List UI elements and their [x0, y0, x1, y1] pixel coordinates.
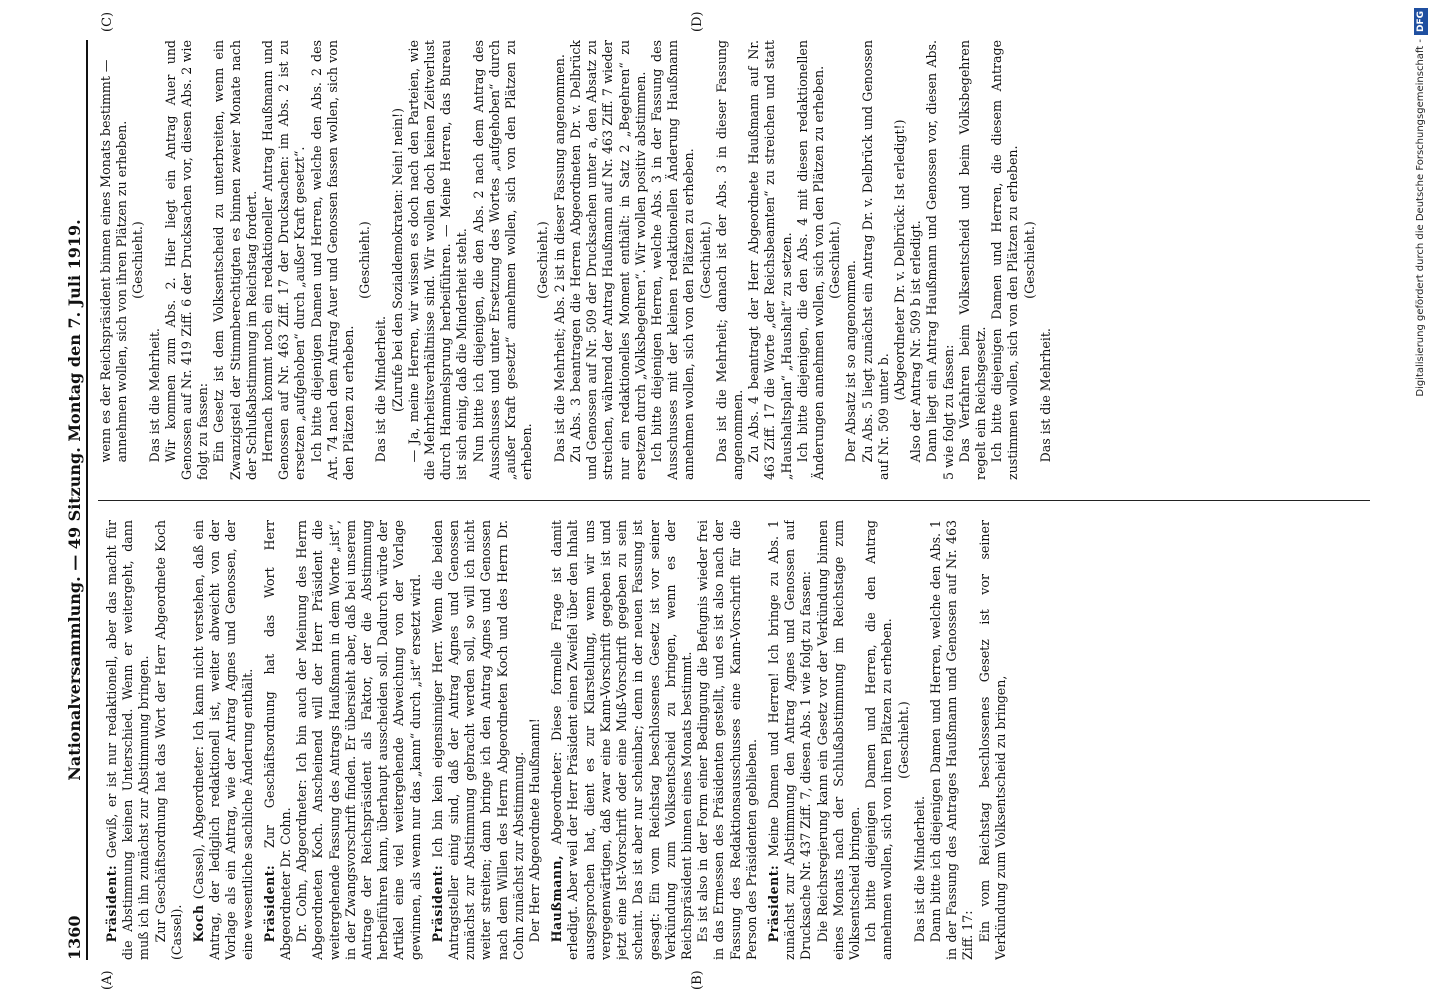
paragraph-text: Das Verfahren beim Volksentscheid und beim Volksbegehren regelt ein Reichsgesetz. — [956, 40, 988, 480]
paragraph-text: wenn es der Reichspräsident binnen eines Monats bestimmt — — [98, 59, 113, 463]
paragraph — [766, 520, 815, 960]
paragraph-text: Nun bitte ich diejenigen, die den Abs. 2 nach dem Antrag des Ausschusses und unter Ersetzung des Wortes „aufgehoben“ durch „außer Kraft gesetzt“ annehmen wollen, sich von den Plätzen zu erheben. — [470, 40, 535, 480]
paragraph — [114, 40, 130, 480]
margin-marker-a: (A) — [100, 970, 115, 990]
paragraph-text: Der Absatz ist so angenommen. — [843, 260, 859, 463]
paragraph — [262, 520, 294, 960]
paragraph-text: Zu Abs. 5 liegt zunächst ein Antrag Dr. v. Delbrück und Genossen auf Nr. 509 unter b. — [859, 40, 891, 480]
paragraph-text: Ich bitte diejenigen, die den Abs. 4 mit diesen redaktionellen Änderungen annehmen wollen, sich von den Plätzen zu erheben. — [794, 40, 826, 480]
speaker-name: Präsident: — [104, 864, 119, 943]
speaker-name: Präsident: — [261, 864, 277, 943]
paragraph — [535, 40, 551, 480]
speaker-name: Präsident: — [429, 864, 445, 943]
speaker-name: Koch — [191, 904, 207, 943]
page-number: 1360 — [65, 915, 84, 960]
paragraph — [471, 40, 536, 480]
speaker-name: Haußmann, — [549, 854, 565, 943]
paragraph — [977, 520, 1009, 960]
paragraph-text: annehmen wollen, sich von ihren Plätzen zu erheben. — [114, 120, 130, 463]
paragraph-text: (Geschieht.) — [1021, 221, 1037, 299]
column-divider — [98, 500, 1370, 501]
paragraph — [527, 520, 543, 960]
paragraph-text: Wir kommen zum Abs. 2. Hier liegt ein Antrag Auer und Genossen auf Nr. 419 Ziff. 6 der Drucksachen vor, diesen Abs. 2 wie folgt zu fassen: — [162, 40, 211, 480]
paragraph — [649, 40, 698, 480]
paragraph — [896, 520, 912, 960]
paragraph — [714, 40, 746, 480]
paragraph-text: (Zurufe bei den Sozialdemokraten: Nein! nein!) — [389, 107, 405, 413]
paragraph — [924, 40, 956, 480]
paragraph-text: Zur Geschäftsordnung hat das Wort Herr Abgeordneter Dr. Cohn. — [261, 520, 294, 960]
paragraph-text: Das ist die Mehrheit. — [1037, 328, 1053, 463]
paragraph — [153, 520, 185, 960]
paragraph-text: (Geschieht.) — [535, 221, 551, 299]
paragraph — [294, 520, 424, 960]
paragraph-text: Das ist die Mehrheit. — [146, 328, 162, 463]
paragraph — [695, 520, 760, 960]
paragraph-text: (Cassel), Abgeordneter: Ich kann nicht verstehen, daß ein Antrag, der lediglich redaktionell ist, weiter abweicht von der Vorlage als ein Antrag, wie der Antrag Agnes und Genossen, der eine wesentliche sachliche Änderung enthält. — [191, 520, 255, 960]
paragraph-text: Ich bitte diejenigen Damen und Herren, welche den Abs. 2 des Art. 74 nach dem Antrag Auer und Genossen fassen wollen, sich von den Plätzen zu erheben. — [308, 40, 357, 480]
paragraph-text: Gewiß, er ist nur redaktionell, aber das macht für die Abstimmung keinen Unterschied. Wenn er weitergeht, dann muß ich ihn zunächst zur Abstimmung bringen. — [104, 520, 152, 960]
paragraph — [211, 40, 260, 480]
margin-marker-d: (D) — [690, 11, 705, 32]
paragraph — [860, 40, 892, 480]
paragraph — [843, 40, 859, 480]
paragraph — [98, 40, 114, 480]
paragraph — [406, 40, 471, 480]
paragraph — [863, 520, 895, 960]
left-column — [98, 520, 1370, 960]
paragraph-text: Zu Abs. 3 beantragen die Herren Abgeordneten Dr. v. Delbrück und Genossen auf Nr. 509 der Drucksachen unter a, den Absatz zu streichen, während der Antrag Haußmann auf Nr. 463 Ziff. 7 wieder nur ein redaktionelles Moment enthält: in Satz 2 „Begehren“ zu ersetzen durch „Volksbegehren“. Wir wollen positiv abstimmen. — [567, 40, 648, 480]
paragraph — [552, 40, 568, 480]
paragraph-text: Ein Gesetz ist dem Volksentscheid zu unterbreiten, wenn ein Zwanzigstel der Stimmberechtigten es binnen zweier Monate nach der Schlußabstimmung im Reichstag fordert. — [211, 40, 259, 480]
paragraph — [191, 520, 256, 960]
dfg-logo: DFG — [1414, 8, 1428, 35]
paragraph-text: Ich bitte diejenigen Damen und Herren, die diesem Antrage zustimmen wollen, sich von den Plätzen zu erheben. — [989, 40, 1021, 480]
paragraph — [568, 40, 649, 480]
credit-text: Digitalisierung gefördert durch die Deutsche Forschungsgemeinschaft - — [1415, 39, 1426, 397]
paragraph-text: Ich bitte diejenigen Damen und Herren, die den Antrag annehmen wollen, sich von ihren Plätzen zu erheben. — [863, 520, 895, 960]
margin-marker-b: (B) — [690, 970, 705, 990]
credit-text-wrapper — [1414, 8, 1428, 988]
paragraph — [147, 40, 163, 480]
paragraph-text: Dann liegt ein Antrag Haußmann und Genossen vor, diesen Abs. 5 wie folgt zu fassen: — [924, 40, 956, 480]
paragraph — [260, 40, 309, 480]
paragraph-text: Der Herr Abgeordnete Haußmann! — [527, 718, 543, 943]
paragraph — [130, 40, 146, 480]
paragraph-text: Abgeordneter: Diese formelle Frage ist damit erledigt. Aber weil der Herr Präsident einen Zweifel über den Inhalt ausgesprochen hat, dient es zur Klarstellung, wenn wir uns vergegenwärtigen, daß zwar eine Kann-Vorschrift gegeben ist und jetzt eine Ist-Vorschrift oder eine Muß-Vorschrift gegeben zu sein scheint. Das ist aber nur scheinbar; denn in der neuen Fassung ist gesagt: Ein vom Reichstag beschlossenes Gesetz ist vor seiner Verkündung zum Volksentscheid zu bringen, wenn es der Reichspräsident binnen eines Monats bestimmt. — [549, 520, 694, 960]
paragraph-text: — Ja, meine Herren, wir wissen es doch nach den Parteien, wie die Mehrheitsverhältnisse sind. Wir wollen doch keinen Zeitverlust durch Hammelsprung herbeiführen. — Meine Herren, das Bureau ist sich einig, daß die Minderheit steht. — [405, 40, 470, 480]
paragraph-text: Das ist die Mehrheit; Abs. 2 ist in dieser Fassung angenommen. — [551, 54, 567, 463]
paragraph — [1022, 40, 1038, 480]
paragraph — [912, 520, 928, 960]
paragraph — [795, 40, 827, 480]
paragraph-text: Das ist die Minderheit. — [373, 315, 389, 463]
paragraph — [357, 40, 373, 480]
page-header — [60, 40, 88, 960]
paragraph — [908, 40, 924, 480]
paragraph — [698, 40, 714, 480]
page-title: Nationalversammlung. — 49 Sitzung. Montag den 7. Juli 1919. — [65, 219, 84, 781]
paragraph-text: Das ist die Mehrheit; danach ist der Abs. 3 in dieser Fassung angenommen. — [713, 40, 745, 480]
paragraph-text: (Geschieht.) — [895, 701, 911, 779]
paragraph-text: Dann bitte ich diejenigen Damen und Herren, welche den Abs. 1 in der Fassung des Antrages Haußmann und Genossen auf Nr. 463 Ziff. 17: — [927, 520, 976, 960]
paragraph — [1038, 40, 1054, 480]
paragraph — [928, 520, 977, 960]
paragraph-text: Hernach kommt noch ein redaktioneller Antrag Haußmann und Genossen auf Nr. 463 Ziff. 17 der Drucksachen: im Abs. 2 ist zu ersetzen „aufgehoben“ durch „außer Kraft gesetzt“. — [260, 40, 308, 480]
paragraph-text: (Geschieht.) — [827, 221, 843, 299]
paragraph-text: Zur Geschäftsordnung hat das Wort der Herr Abgeordnete Koch (Cassel). — [152, 520, 184, 960]
paragraph — [549, 520, 695, 960]
paragraph — [373, 40, 389, 480]
paragraph — [815, 520, 864, 960]
paragraph — [430, 520, 527, 960]
paragraph-text: Ein vom Reichstag beschlossenes Gesetz ist vor seiner Verkündung zum Volksentscheid zu bringen, — [976, 520, 1008, 960]
paragraph-text: (Geschieht.) — [130, 221, 146, 299]
paragraph-text: Ich bitte diejenigen Herren, welche Abs. 3 in der Fassung des Ausschusses mit der kleinen redaktionellen Änderung Haußmann annehmen wollen, sich von den Plätzen zu erheben. — [648, 40, 697, 480]
paragraph — [309, 40, 358, 480]
paragraph-text: Dr. Cohn, Abgeordneter: Ich bin auch der Meinung des Herrn Abgeordneten Koch. Anscheinend will der Herr Präsident die weitergehende Fassung des Antrags Haußmann in dem Worte „ist“, in der Zwangsvorschrift finden. Er übersieht aber, daß bei unserem Antrage der Reichspräsident als Faktor, der die Abstimmung herbeiführen kann, überhaupt ausscheiden soll. Dadurch würde der Artikel eine viel weitergehende Abweichung von der Vorlage gewinnen, als wenn nur das „kann“ durch „ist“ ersetzt wird. — [294, 520, 423, 960]
paragraph-text: Das ist die Minderheit. — [911, 795, 927, 943]
digitization-credit — [1414, 8, 1428, 988]
paragraph — [892, 40, 908, 480]
paragraph-text: (Geschieht.) — [357, 221, 373, 299]
margin-marker-c: (C) — [100, 11, 115, 32]
paragraph-text: Es ist also in der Form einer Bedingung die Befugnis wieder frei in das Ermessen des Präsidenten gestellt, und es ist also nach der Fassung des Redaktionsausschusses eine Kann-Vorschrift für die Person des Präsidenten geblieben. — [695, 520, 759, 960]
paragraph-text: Also der Antrag Nr. 509 b ist erledigt. — [908, 220, 924, 463]
paragraph-text: Ich bin kein eigensinniger Herr. Wenn die beiden Antragsteller einig sind, daß der Antrag Agnes und Genossen zunächst zur Abstimmung gebracht werden soll, so will ich nicht weiter streiten; dann bringe ich den Antrag Agnes und Genossen nach dem Willen des Herrn Abgeordneten Koch und des Herrn Dr. Cohn zunächst zur Abstimmung. — [429, 520, 526, 960]
right-column — [98, 40, 1370, 480]
paragraph — [104, 520, 153, 960]
paragraph — [989, 40, 1021, 480]
paragraph-text: (Abgeordneter Dr. v. Delbrück: Ist erledigt!) — [891, 119, 907, 401]
paragraph — [163, 40, 212, 480]
paragraph-text: (Geschieht.) — [697, 221, 713, 299]
paragraph-text: Zu Abs. 4 beantragt der Herr Abgeordnete Haußmann auf Nr. 463 Ziff. 17 die Worte „der Reichsbeamten“ zu streichen und statt „Haushaltsplan“ „Haushalt“ zu setzen. — [746, 40, 794, 480]
paragraph — [957, 40, 989, 480]
paragraph-text: Meine Damen und Herren! Ich bringe zu Abs. 1 zunächst zur Abstimmung den Antrag Agnes und Genossen auf Drucksache Nr. 437 Ziff. 7, diesen Abs. 1 wie folgt zu fassen: — [765, 520, 814, 960]
paragraph — [390, 40, 406, 480]
paragraph — [827, 40, 843, 480]
speaker-name: Präsident: — [765, 864, 781, 943]
paragraph — [746, 40, 795, 480]
paragraph-text: Die Reichsregierung kann ein Gesetz vor der Verkündung binnen eines Monats nach der Schlußabstimmung im Reichstage zum Volksentscheid bringen. — [814, 520, 862, 960]
